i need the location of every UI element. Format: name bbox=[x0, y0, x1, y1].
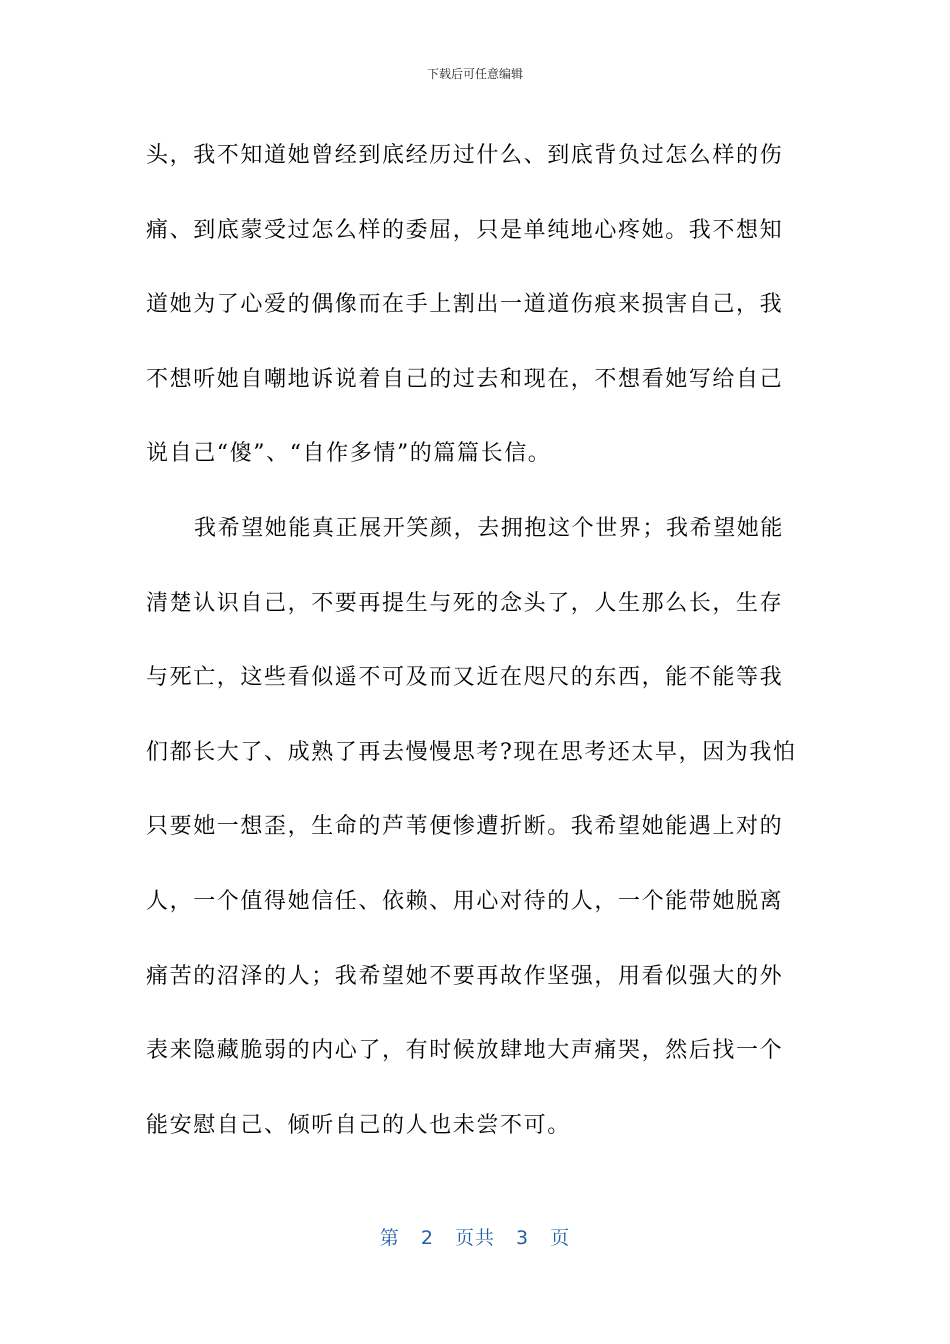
paragraph-line: 说自己“傻”、“自作多情”的篇篇长信。 bbox=[146, 441, 552, 467]
paragraph-line: 表来隐藏脆弱的内心了，有时候放肆地大声痛哭，然后找一个 bbox=[146, 1038, 784, 1064]
paragraph-line: 不想听她自嘲地诉说着自己的过去和现在，不想看她写给自己 bbox=[146, 366, 784, 392]
current-page-number: 2 bbox=[420, 1227, 434, 1249]
total-page-number: 3 bbox=[516, 1227, 530, 1249]
footer-prefix: 第 bbox=[379, 1227, 400, 1249]
paragraph-line: 能安慰自己、倾听自己的人也未尝不可。 bbox=[146, 1112, 571, 1138]
paragraph-line: 头，我不知道她曾经到底经历过什么、到底背负过怎么样的伤 bbox=[146, 143, 784, 168]
paragraph-line: 痛、到底蒙受过怎么样的委屈，只是单纯地心疼她。我不想知 bbox=[146, 217, 784, 243]
paragraph-line: 们都长大了、成熟了再去慢慢思考?现在思考还太早，因为我怕 bbox=[146, 739, 797, 765]
paragraph-line: 清楚认识自己，不要再提生与死的念头了，人生那么长，生存 bbox=[146, 590, 784, 616]
paragraph-line: 痛苦的沼泽的人；我希望她不要再故作坚强，用看似强大的外 bbox=[146, 963, 784, 989]
document-body bbox=[146, 119, 806, 1163]
paragraph-2 bbox=[146, 492, 806, 1163]
footer-middle: 页共 bbox=[454, 1227, 495, 1249]
paragraph-line: 道她为了心爱的偶像而在手上割出一道道伤痕来损害自己，我 bbox=[146, 292, 784, 318]
paragraph-1 bbox=[146, 119, 806, 492]
paragraph-line: 只要她一想歪，生命的芦苇便惨遭折断。我希望她能遇上对的 bbox=[146, 814, 784, 840]
page-footer bbox=[0, 1226, 950, 1250]
paragraph-line: 人，一个值得她信任、依赖、用心对待的人，一个能带她脱离 bbox=[146, 888, 784, 914]
footer-suffix: 页 bbox=[550, 1227, 571, 1249]
paragraph-line: 我希望她能真正展开笑颜，去拥抱这个世界；我希望她能 bbox=[194, 515, 785, 541]
paragraph-line: 与死亡，这些看似遥不可及而又近在咫尺的东西，能不能等我 bbox=[146, 665, 784, 691]
page-header: 下载后可任意编辑 bbox=[426, 67, 523, 81]
